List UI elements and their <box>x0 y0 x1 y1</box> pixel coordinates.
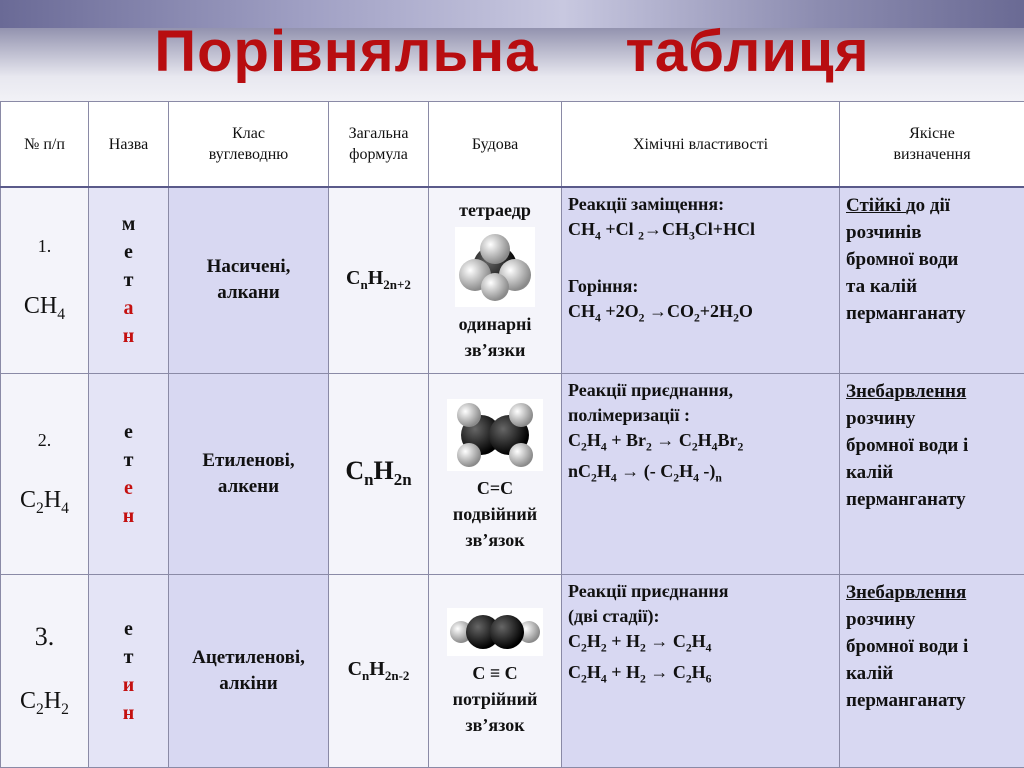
header-class-line1: Клас <box>232 125 265 142</box>
reaction-type: Горіння: <box>568 275 639 296</box>
formula-subscript: 4 <box>57 306 66 324</box>
header-qualitative <box>840 102 1024 188</box>
reaction-equation: $nC_2H_4$ → (- $C_2H_4$ $-)_n$ <box>568 461 722 485</box>
comparison-table <box>0 101 1024 768</box>
compound-name-cell <box>89 187 169 373</box>
class-line1: Ацетиленові, <box>192 646 305 668</box>
table-header-row <box>1 102 1024 188</box>
qualitative-text: калій <box>846 662 894 684</box>
structure-cell <box>429 574 562 768</box>
gen-formula-sub: n <box>364 470 374 490</box>
name-letter-suffix: и <box>122 673 135 696</box>
structure-bond-line1: подвійний <box>452 503 538 524</box>
gen-formula-sub: n <box>360 277 368 293</box>
qualitative-cell <box>840 574 1024 768</box>
class-line1: Етиленові, <box>202 449 295 471</box>
class-line2: алкіни <box>219 672 278 694</box>
header-qual-line1: Якісне <box>909 125 955 142</box>
general-formula-cell <box>329 373 429 574</box>
header-qual-line2: визначення <box>893 146 971 163</box>
name-letter: т <box>123 645 134 668</box>
header-gen-line1: Загальна <box>348 125 409 142</box>
name-letter-suffix: н <box>122 325 135 348</box>
header-general-formula <box>329 102 429 188</box>
reaction-type: Реакції приєднання, <box>568 379 733 400</box>
class-cell <box>169 187 329 373</box>
general-formula-cell <box>329 187 429 373</box>
gen-formula-part: H <box>367 267 384 290</box>
structure-label: тетраедр <box>459 200 531 221</box>
gen-formula-part: C <box>347 657 363 680</box>
gen-formula-part: H <box>369 657 385 680</box>
gen-formula-part: C <box>346 267 361 290</box>
class-line1: Насичені, <box>206 256 291 278</box>
ethene-molecule-model <box>447 399 543 471</box>
molecular-formula <box>1 487 88 518</box>
row-number: 3. <box>34 622 55 652</box>
name-letter: е <box>124 241 133 264</box>
class-cell <box>169 574 329 768</box>
gen-formula-sub: 2n+2 <box>383 277 411 293</box>
formula-part: H <box>43 486 62 513</box>
class-cell <box>169 373 329 574</box>
structure-cell <box>429 187 562 373</box>
formula-part: C <box>20 486 37 513</box>
gen-formula-part: C <box>345 456 365 486</box>
page-title: Порівняльна таблиця <box>154 19 870 84</box>
qualitative-text: бромної води і <box>846 434 969 456</box>
reaction-equation: $C_2H_2 + H_2 \to C_2H_4$ <box>568 630 712 655</box>
row-number: 2. <box>37 429 52 450</box>
chemical-properties-cell <box>562 574 840 768</box>
name-letter: е <box>124 420 133 443</box>
header-class-line2: вуглеводню <box>208 146 289 163</box>
name-letter-suffix: н <box>122 504 135 527</box>
name-letter: т <box>123 448 134 471</box>
gen-formula-sub: 2n-2 <box>384 667 410 683</box>
qualitative-text: перманганату <box>846 303 966 324</box>
table-row-methane <box>1 187 1024 373</box>
class-line2: алкени <box>217 475 280 497</box>
qualitative-text: розчину <box>846 407 916 429</box>
reaction-equation: $CH_4 +2O_2 \to CO_2+2H_2O$ <box>568 300 753 325</box>
qualitative-text: бромної води <box>846 249 959 270</box>
ethyne-molecule-model <box>447 608 543 656</box>
formula-subscript: 2 <box>61 701 69 719</box>
qualitative-text: до дії <box>906 195 951 216</box>
table-row-ethene <box>1 373 1024 574</box>
name-letter-suffix: е <box>124 476 133 499</box>
row-number-cell <box>1 373 89 574</box>
gen-formula-sub: 2n <box>393 470 412 490</box>
name-letter-suffix: н <box>122 701 135 724</box>
header-structure: Будова <box>429 102 562 188</box>
qualitative-text: розчину <box>846 608 916 630</box>
general-formula-cell <box>329 574 429 768</box>
compound-name-cell <box>89 574 169 768</box>
qualitative-text: калій <box>846 461 894 483</box>
structure-bond-formula: C=C <box>476 477 514 498</box>
qualitative-text: бромної води і <box>846 635 969 657</box>
structure-bond-formula: C ≡ C <box>472 662 518 683</box>
structure-bond-line2: зв’язок <box>465 529 525 550</box>
header-chemical-properties: Хімічні властивості <box>562 102 840 188</box>
reaction-equation: $C_2H_4 + H_2 \to C_2H_6$ <box>568 662 712 686</box>
qualitative-keyword: Стійкі <box>846 195 907 216</box>
compound-name-cell <box>89 373 169 574</box>
header-class <box>169 102 329 188</box>
molecular-formula <box>1 688 88 719</box>
row-number: 1. <box>37 236 52 257</box>
qualitative-cell <box>840 373 1024 574</box>
structure-bond-line2: зв’язки <box>464 340 526 361</box>
molecular-formula <box>1 293 88 324</box>
qualitative-text: перманганату <box>846 488 966 510</box>
reaction-type: (дві стадії): <box>568 605 660 626</box>
formula-subscript: 2 <box>36 499 44 517</box>
structure-bond-line1: потрійний <box>452 688 538 709</box>
gen-formula-part: H <box>373 456 394 486</box>
qualitative-text: та калій <box>846 276 918 297</box>
structure-bond-line2: зв’язок <box>465 714 525 735</box>
formula-subscript: 4 <box>61 499 69 517</box>
methane-molecule-model <box>455 227 535 307</box>
reaction-equation: $C_2H_4 + Br_2 \to C_2H_4Br_2$ <box>568 429 744 454</box>
class-line2: алкани <box>217 282 280 304</box>
header-name: Назва <box>89 102 169 188</box>
reaction-equation: $CH_4 +Cl$ $_2\to CH_3Cl+HCl$ <box>568 219 756 243</box>
header-gen-line2: формула <box>349 146 408 163</box>
qualitative-text: перманганату <box>846 689 966 711</box>
structure-cell <box>429 373 562 574</box>
gen-formula-sub: n <box>362 667 370 683</box>
qualitative-text: розчинів <box>846 222 922 243</box>
row-number-cell <box>1 187 89 373</box>
formula-part: H <box>43 688 62 715</box>
qualitative-keyword: Знебарвлення <box>846 380 967 402</box>
name-letter: м <box>121 213 136 236</box>
name-letter: т <box>123 269 134 292</box>
chemical-properties-cell <box>562 187 840 373</box>
formula-subscript: 2 <box>36 701 44 719</box>
name-letter-suffix: а <box>123 297 134 320</box>
qualitative-cell <box>840 187 1024 373</box>
formula-part: C <box>20 688 37 715</box>
reaction-type: Реакції приєднання <box>568 580 729 601</box>
row-number-cell <box>1 574 89 768</box>
qualitative-keyword: Знебарвлення <box>846 581 967 603</box>
reaction-type: Реакції заміщення: <box>568 194 725 214</box>
formula-part: CH <box>23 293 58 320</box>
name-letter: е <box>124 617 133 640</box>
structure-bond-line1: одинарні <box>458 314 532 335</box>
chemical-properties-cell <box>562 373 840 574</box>
header-number: № п/п <box>1 102 89 188</box>
table-row-ethyne <box>1 574 1024 768</box>
reaction-type: полімеризації : <box>568 404 690 425</box>
